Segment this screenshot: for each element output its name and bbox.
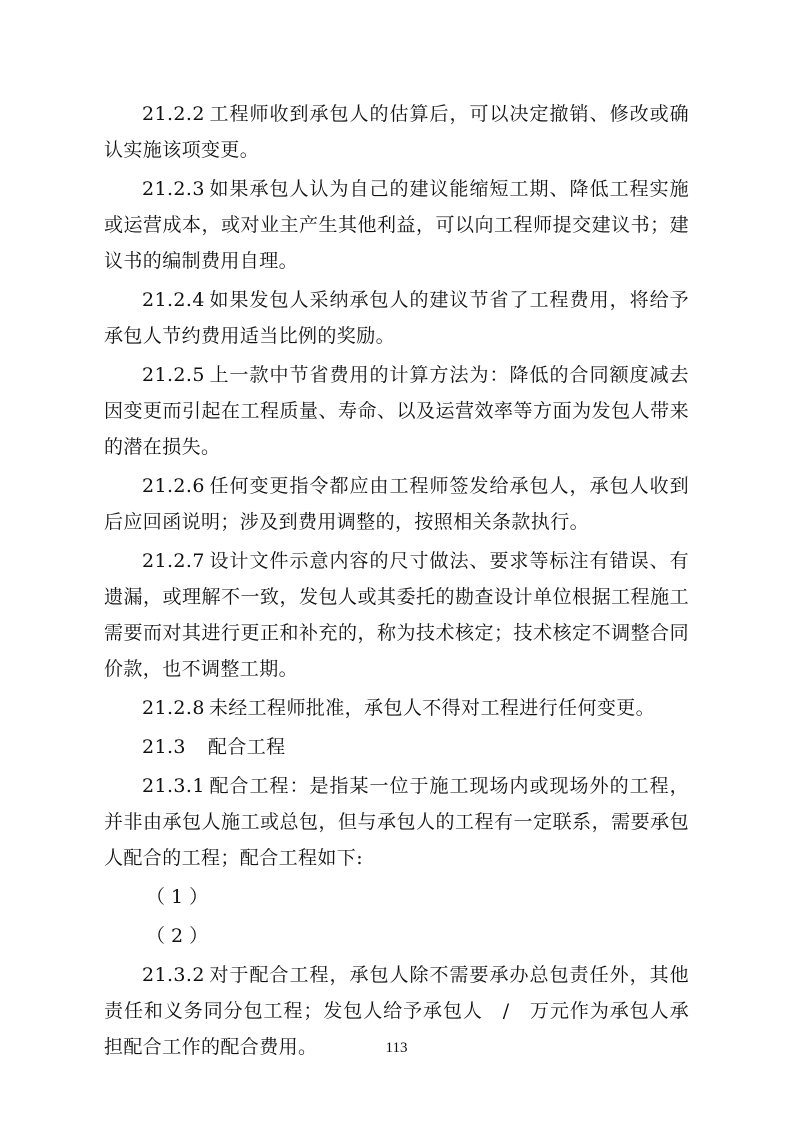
clause-number: 21.2.5 [142,364,205,386]
list-item: （2） [146,925,215,947]
clause-text: 未经工程师批准，承包人不得对工程进行任何变更。 [208,697,656,719]
section-heading-21-3 [104,729,689,765]
clause-number: 21.2.3 [142,178,205,200]
clause-21-2-2 [104,96,689,168]
section-title: 配合工程 [207,736,286,758]
clause-number: 21.3.1 [142,775,205,797]
clause-text: 配合工程：是指某一位于施工现场内或现场外的工程，并非由承包人施工或总包，但与承包人的工程有一定联系，需要承包人配合的工程；配合工程如下: [104,775,689,869]
clause-21-2-5 [104,357,689,465]
clause-21-2-8 [104,690,689,726]
document-body [104,96,689,1068]
section-number: 21.3 [142,736,186,758]
clause-21-3-1 [104,768,689,876]
clause-21-2-7 [104,543,689,687]
clause-number: 21.2.2 [142,103,205,125]
clause-number: 21.2.4 [142,289,205,311]
clause-text: 设计文件示意内容的尺寸做法、要求等标注有错误、有遗漏，或理解不一致，发包人或其委托的勘查设计单位根据工程施工需要而对其进行更正和补充的，称为技术核定；技术核定不调整合同价款，也不调整工期。 [104,550,689,680]
clause-text: 任何变更指令都应由工程师签发给承包人，承包人收到后应回函说明；涉及到费用调整的，按照相关条款执行。 [104,475,689,533]
clause-number: 21.3.2 [142,964,205,986]
clause-21-2-3 [104,171,689,279]
clause-21-2-4 [104,282,689,354]
clause-number: 21.2.8 [142,697,205,719]
clause-text: 上一款中节省费用的计算方法为：降低的合同额度减去因变更而引起在工程质量、寿命、以及运营效率等方面为发包人带来的潜在损失。 [104,364,689,458]
clause-text: 对于配合工程，承包人除不需要承办总包责任外，其他责任和义务同分包工程；发包人给予承包人 / 万元作为承包人承担配合工作的配合费用。 [104,964,689,1058]
clause-21-2-6 [104,468,689,540]
clause-number: 21.2.7 [142,550,205,572]
clause-text: 如果发包人采纳承包人的建议节省了工程费用，将给予承包人节约费用适当比例的奖励。 [104,289,689,347]
list-item: （1） [146,886,215,908]
clause-text: 工程师收到承包人的估算后，可以决定撤销、修改或确认实施该项变更。 [104,103,689,161]
clause-number: 21.2.6 [142,475,205,497]
clause-text: 如果承包人认为自己的建议能缩短工期、降低工程实施或运营成本，或对业主产生其他利益，可以向工程师提交建议书；建议书的编制费用自理。 [104,178,689,272]
page-number: 113 [385,1040,408,1056]
